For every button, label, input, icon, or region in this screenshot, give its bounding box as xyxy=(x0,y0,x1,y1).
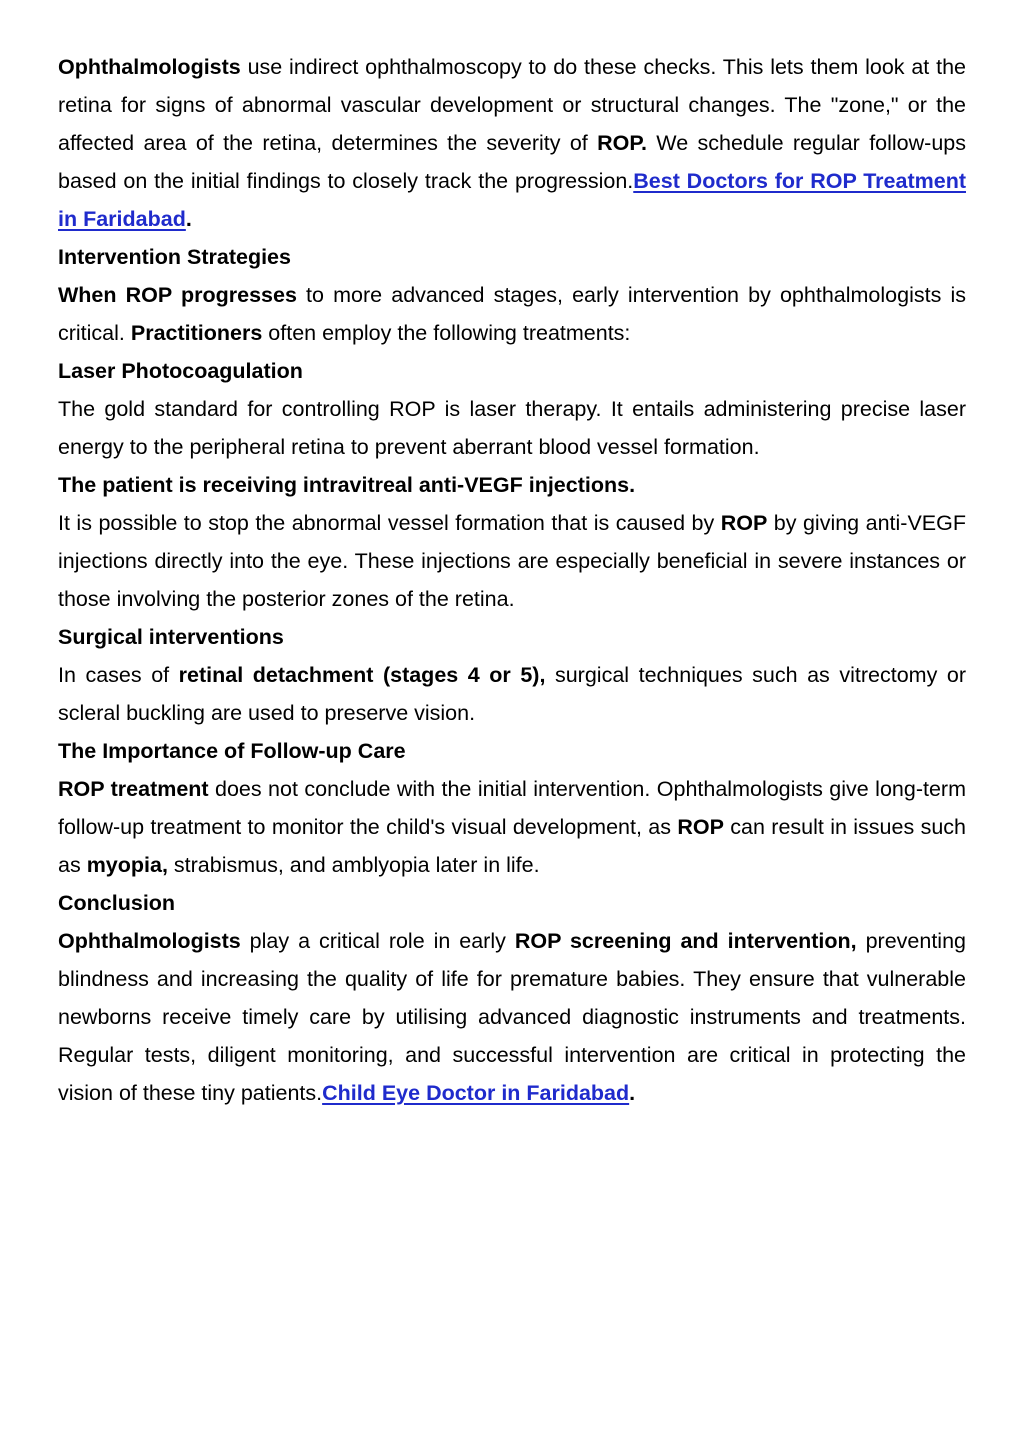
bold-term: retinal detachment (stages 4 or 5), xyxy=(178,663,546,687)
bold-term: ROP xyxy=(720,511,768,535)
paragraph-laser: The gold standard for controlling ROP is laser therapy. It entails administering precise laser energy to the peripheral retina to prevent aberrant blood vessel formation. xyxy=(58,397,966,459)
heading-follow-up-care: The Importance of Follow-up Care xyxy=(58,739,406,763)
bold-term: Practitioners xyxy=(130,321,263,345)
paragraph-ophthalmoscopy xyxy=(58,48,966,238)
paragraph-conclusion xyxy=(58,922,966,1112)
paragraph-text: strabismus, and amblyopia later in life. xyxy=(167,853,540,877)
trailing-period: . xyxy=(185,207,192,231)
heading-surgical-interventions: Surgical interventions xyxy=(58,625,284,649)
trailing-period: . xyxy=(629,1081,636,1105)
bold-term: When ROP progresses xyxy=(58,283,297,307)
paragraph-text: In cases of xyxy=(58,663,179,687)
bold-term: ROP xyxy=(677,815,724,839)
paragraph-text: to more advanced stages, early intervention by ophthalmologists is critical. xyxy=(58,283,966,345)
heading-intervention-strategies: Intervention Strategies xyxy=(58,245,291,269)
paragraph-text: play a critical role in early xyxy=(240,929,515,953)
bold-term: ROP treatment xyxy=(58,777,209,801)
bold-term: ROP screening and intervention, xyxy=(514,929,857,953)
paragraph-text: use indirect ophthalmoscopy to do these checks. This lets them look at the retina for signs of abnormal vascular development or structural changes. The "zone," or the affected area of the retina, determines the severity of xyxy=(58,55,966,155)
bold-term: Ophthalmologists xyxy=(58,55,241,79)
bold-term: myopia, xyxy=(86,853,168,877)
paragraph-intervention xyxy=(58,276,966,352)
paragraph-text: by giving anti-VEGF injections directly into the eye. These injections are especially beneficial in severe instances or those involving the posterior zones of the retina. xyxy=(58,511,966,611)
bold-term: ROP. xyxy=(597,131,647,155)
paragraph-surgical xyxy=(58,656,966,732)
heading-conclusion: Conclusion xyxy=(58,891,176,915)
bold-term: Ophthalmologists xyxy=(58,929,241,953)
paragraph-text: can result in issues such as xyxy=(58,815,966,877)
paragraph-follow-up xyxy=(58,770,966,884)
document-body xyxy=(58,48,966,1112)
link-child-eye-doctor-faridabad[interactable]: Child Eye Doctor in Faridabad xyxy=(322,1081,630,1105)
paragraph-text: often employ the following treatments: xyxy=(262,321,631,345)
paragraph-text: It is possible to stop the abnormal vessel formation that is caused by xyxy=(58,511,721,535)
link-best-doctors-rop-faridabad[interactable]: Best Doctors for ROP Treatment in Faridabad xyxy=(58,169,966,231)
paragraph-anti-vegf xyxy=(58,504,966,618)
paragraph-text: surgical techniques such as vitrectomy or scleral buckling are used to preserve vision. xyxy=(58,663,966,725)
paragraph-text: preventing blindness and increasing the quality of life for premature babies. They ensure that vulnerable newborns receive timely care by utilising advanced diagnostic instruments and treatments. Regular tests, diligent monitoring, and successful intervention are critical in protecting the vision of these tiny patients. xyxy=(58,929,966,1105)
paragraph-text: does not conclude with the initial intervention. Ophthalmologists give long-term follow-up treatment to monitor the child's visual development, as xyxy=(58,777,966,839)
heading-anti-vegf: The patient is receiving intravitreal anti-VEGF injections. xyxy=(58,473,636,497)
heading-laser-photocoagulation: Laser Photocoagulation xyxy=(58,359,303,383)
paragraph-text: We schedule regular follow-ups based on the initial findings to closely track the progression. xyxy=(58,131,966,193)
